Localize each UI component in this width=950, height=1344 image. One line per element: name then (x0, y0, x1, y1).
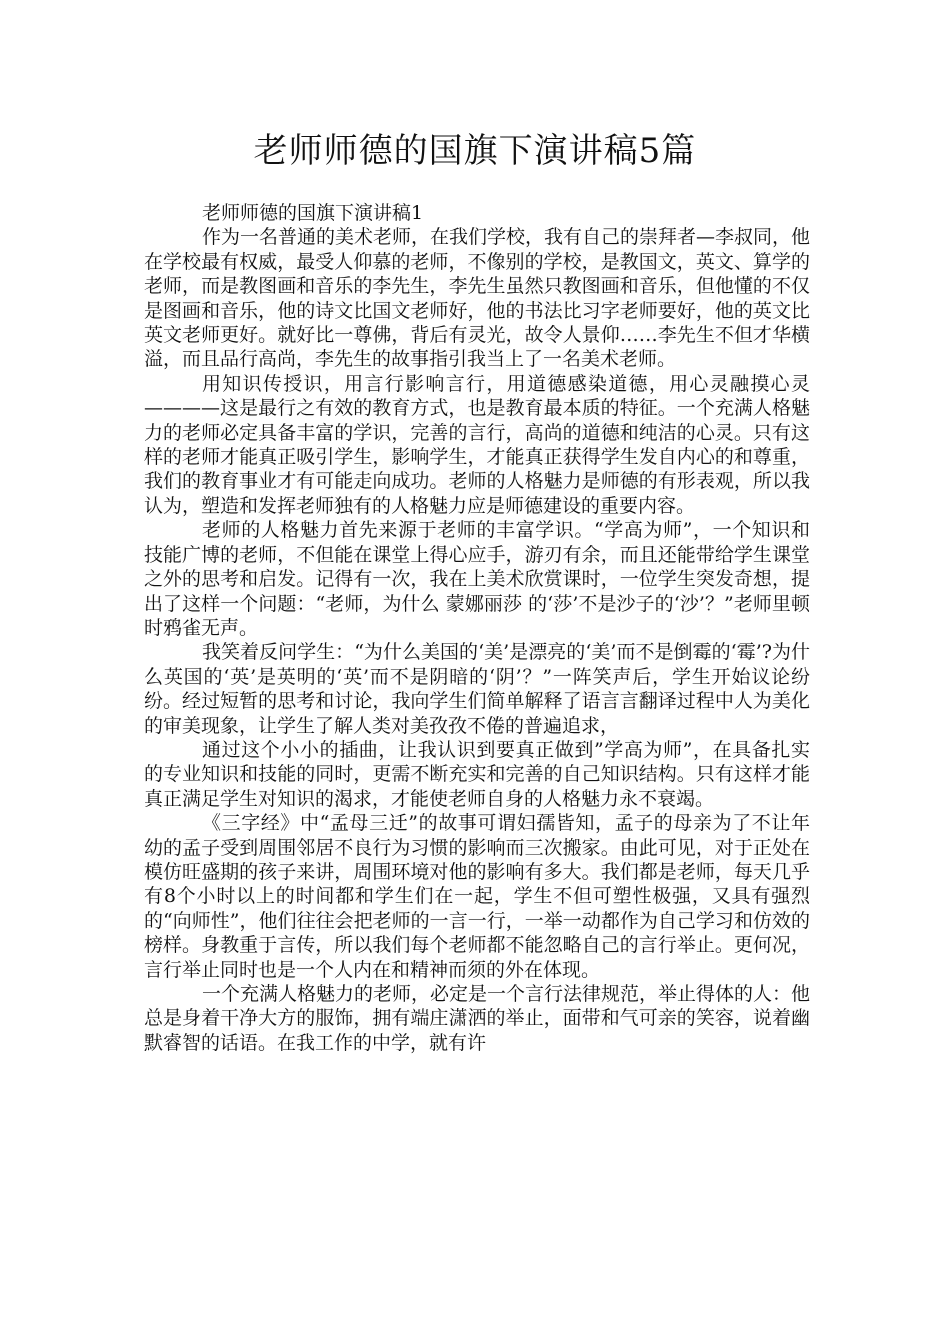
paragraph-6: 《三字经》中“孟母三迁”的故事可谓妇孺皆知，孟子的母亲为了不让年幼的孟子受到周围邻居不良行为习惯的影响而三次搬家。由此可见，对于正处在模仿旺盛期的孩子来讲，周围环境对他的影响有多大。我们都是老师，每天几乎有8个小时以上的时间都和学生们在一起，学生不但可塑性极强，又具有强烈的“向师性”，他们往往会把老师的一言一行，一举一动都作为自己学习和仿效的榜样。身教重于言传，所以我们每个老师都不能忽略自己的言行举止。更何况，言行举止同时也是一个人内在和精神而须的外在体现。 (144, 812, 810, 981)
paragraph-2: 用知识传授识，用言行影响言行，用道德感染道德，用心灵融摸心灵————这是最行之有效的教育方式，也是教育最本质的特征。一个充满人格魅力的老师必定具备丰富的学识，完善的言行，高尚的道德和纯洁的心灵。只有这样的老师才能真正吸引学生，影响学生，才能真正获得学生发自内心的和尊重，我们的教育事业才有可能走向成功。老师的人格魅力是师德的有形表观，所以我认为，塑造和发挥老师独有的人格魅力应是师德建设的重要内容。 (144, 372, 810, 517)
paragraph-4: 我笑着反问学生：“为什么美国的‘美’是漂亮的‘美’而不是倒霉的‘霉’?为什么英国的‘英’是英明的‘英’而不是阴暗的‘阴’？”一阵笑声后，学生开始议论纷纷。经过短暂的思考和讨论，我向学生们简单解释了语言言翻译过程中人为美化的审美现象，让学生了解人类对美孜孜不倦的普遍追求， (144, 641, 810, 737)
paragraph-3: 老师的人格魅力首先来源于老师的丰富学识。“学高为师”，一个知识和技能广博的老师，不但能在课堂上得心应手，游刃有余，而且还能带给学生课堂之外的思考和启发。记得有一次，我在上美术欣赏课时，一位学生突发奇想，提出了这样一个问题：“老师，为什么 蒙娜丽莎 的‘莎’不是沙子的‘沙’？”老师里顿时鸦雀无声。 (144, 519, 810, 639)
paragraph-1: 作为一名普通的美术老师，在我们学校，我有自己的崇拜者—李叔同，他在学校最有权威，最受人仰慕的老师，不像别的学校，是教国文，英文、算学的老师，而是教图画和音乐的李先生，李先生虽然只教图画和音乐，但他懂的不仅是图画和音乐，他的诗文比国文老师好，他的书法比习字老师要好，他的英文比英文老师更好。就好比一尊佛，背后有灵光，故令人景仰……李先生不但才华横溢，而且品行高尚，李先生的故事指引我当上了一名美术老师。 (144, 226, 811, 371)
paragraph-5: 通过这个小小的插曲，让我认识到要真正做到”学高为师”，在具备扎实的专业知识和技能的同时，更需不断充实和完善的自己知识结构。只有这样才能真正满足学生对知识的渴求，才能使老师自身的人格魅力永不衰竭。 (144, 738, 810, 810)
paragraph-7: 一个充满人格魅力的老师，必定是一个言行法律规范，举止得体的人：他总是身着干净大方的服饰，拥有端庄潇洒的举止，面带和气可亲的笑容，说着幽默睿智的话语。在我工作的中学，就有许 (144, 983, 811, 1054)
section-heading: 老师师德的国旗下演讲稿1 (202, 202, 424, 224)
document-title: 老师师德的国旗下演讲稿5篇 (253, 131, 697, 171)
document-body (144, 201, 810, 1055)
